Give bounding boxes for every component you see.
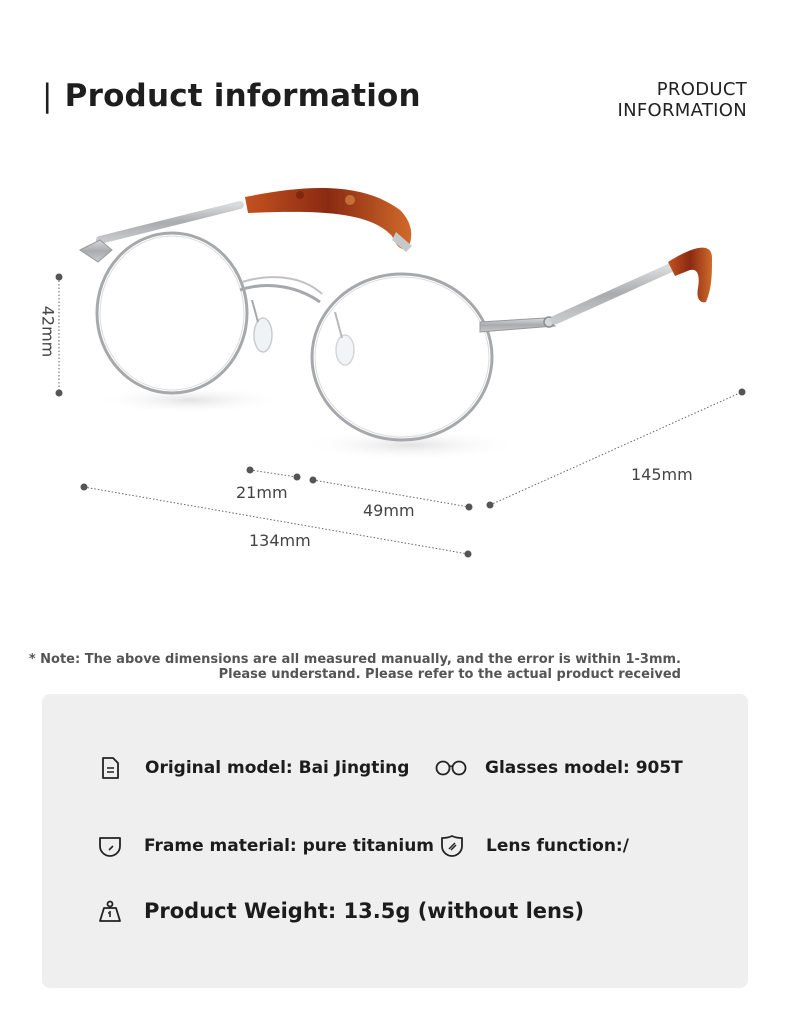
lens-icon — [440, 834, 464, 858]
tortoise-spot — [345, 195, 355, 205]
tortoise-spot — [296, 191, 304, 199]
spec-original-model — [99, 756, 409, 780]
right-lens-glass — [315, 277, 489, 437]
subtitle-line-1: PRODUCT — [656, 79, 747, 100]
back-temple-arm — [100, 205, 240, 240]
title-bar-mark: | — [42, 78, 53, 114]
left-hinge — [80, 240, 112, 262]
front-temple-tip — [668, 248, 712, 303]
page-title-text: Product information — [64, 78, 421, 114]
measurement-note — [0, 652, 681, 682]
bridge-dimension-label: 21mm — [236, 483, 288, 502]
bridge-dimension-dot — [247, 467, 254, 474]
spec-glasses-model-text: Glasses model: 905T — [485, 758, 683, 778]
lens-dimension-dot — [310, 477, 317, 484]
lens-dimension-dot — [466, 504, 473, 511]
spec-weight-text: Product Weight: 13.5g (without lens) — [144, 899, 585, 923]
spec-original-model-text: Original model: Bai Jingting — [145, 758, 410, 778]
height-dimension-label: 42mm — [38, 305, 58, 358]
glasses-icon — [434, 756, 468, 780]
height-dimension-dot — [56, 274, 63, 281]
bridge — [240, 286, 320, 302]
left-lens-glass — [100, 236, 244, 390]
front-temple-arm — [555, 268, 670, 320]
weight-icon — [98, 899, 122, 923]
page-subtitle — [618, 79, 748, 121]
back-temple-tip — [245, 188, 411, 249]
shield-icon — [98, 834, 122, 858]
note-line-2: Please understand. Please refer to the actual product received — [218, 667, 681, 682]
document-icon — [99, 756, 123, 780]
frame-width-dimension-label: 134mm — [249, 531, 311, 550]
temple-dimension-dot — [487, 502, 494, 509]
page-title — [42, 78, 421, 114]
spec-lens-function-text: Lens function:/ — [486, 836, 629, 856]
spec-lens-function — [440, 834, 629, 858]
temple-dimension-dot — [739, 389, 746, 396]
spec-frame-material-text: Frame material: pure titanium — [144, 836, 435, 856]
height-dimension-dot — [56, 390, 63, 397]
spec-frame-material — [98, 834, 434, 858]
bridge-dimension-dot — [294, 474, 301, 481]
subtitle-line-2: INFORMATION — [617, 100, 747, 121]
spec-glasses-model — [434, 756, 683, 780]
lens-dimension-label: 49mm — [363, 501, 415, 520]
spec-weight — [98, 899, 584, 923]
note-line-1: * Note: The above dimensions are all measured manually, and the error is within 1-3mm. — [28, 652, 681, 667]
bridge-dimension-line — [250, 470, 297, 477]
temple-dimension-label: 145mm — [631, 465, 693, 484]
frame-width-dimension-dot — [81, 484, 88, 491]
nose-pad-left — [254, 318, 272, 352]
temple-dimension-line — [490, 392, 742, 505]
frame-width-dimension-dot — [465, 551, 472, 558]
